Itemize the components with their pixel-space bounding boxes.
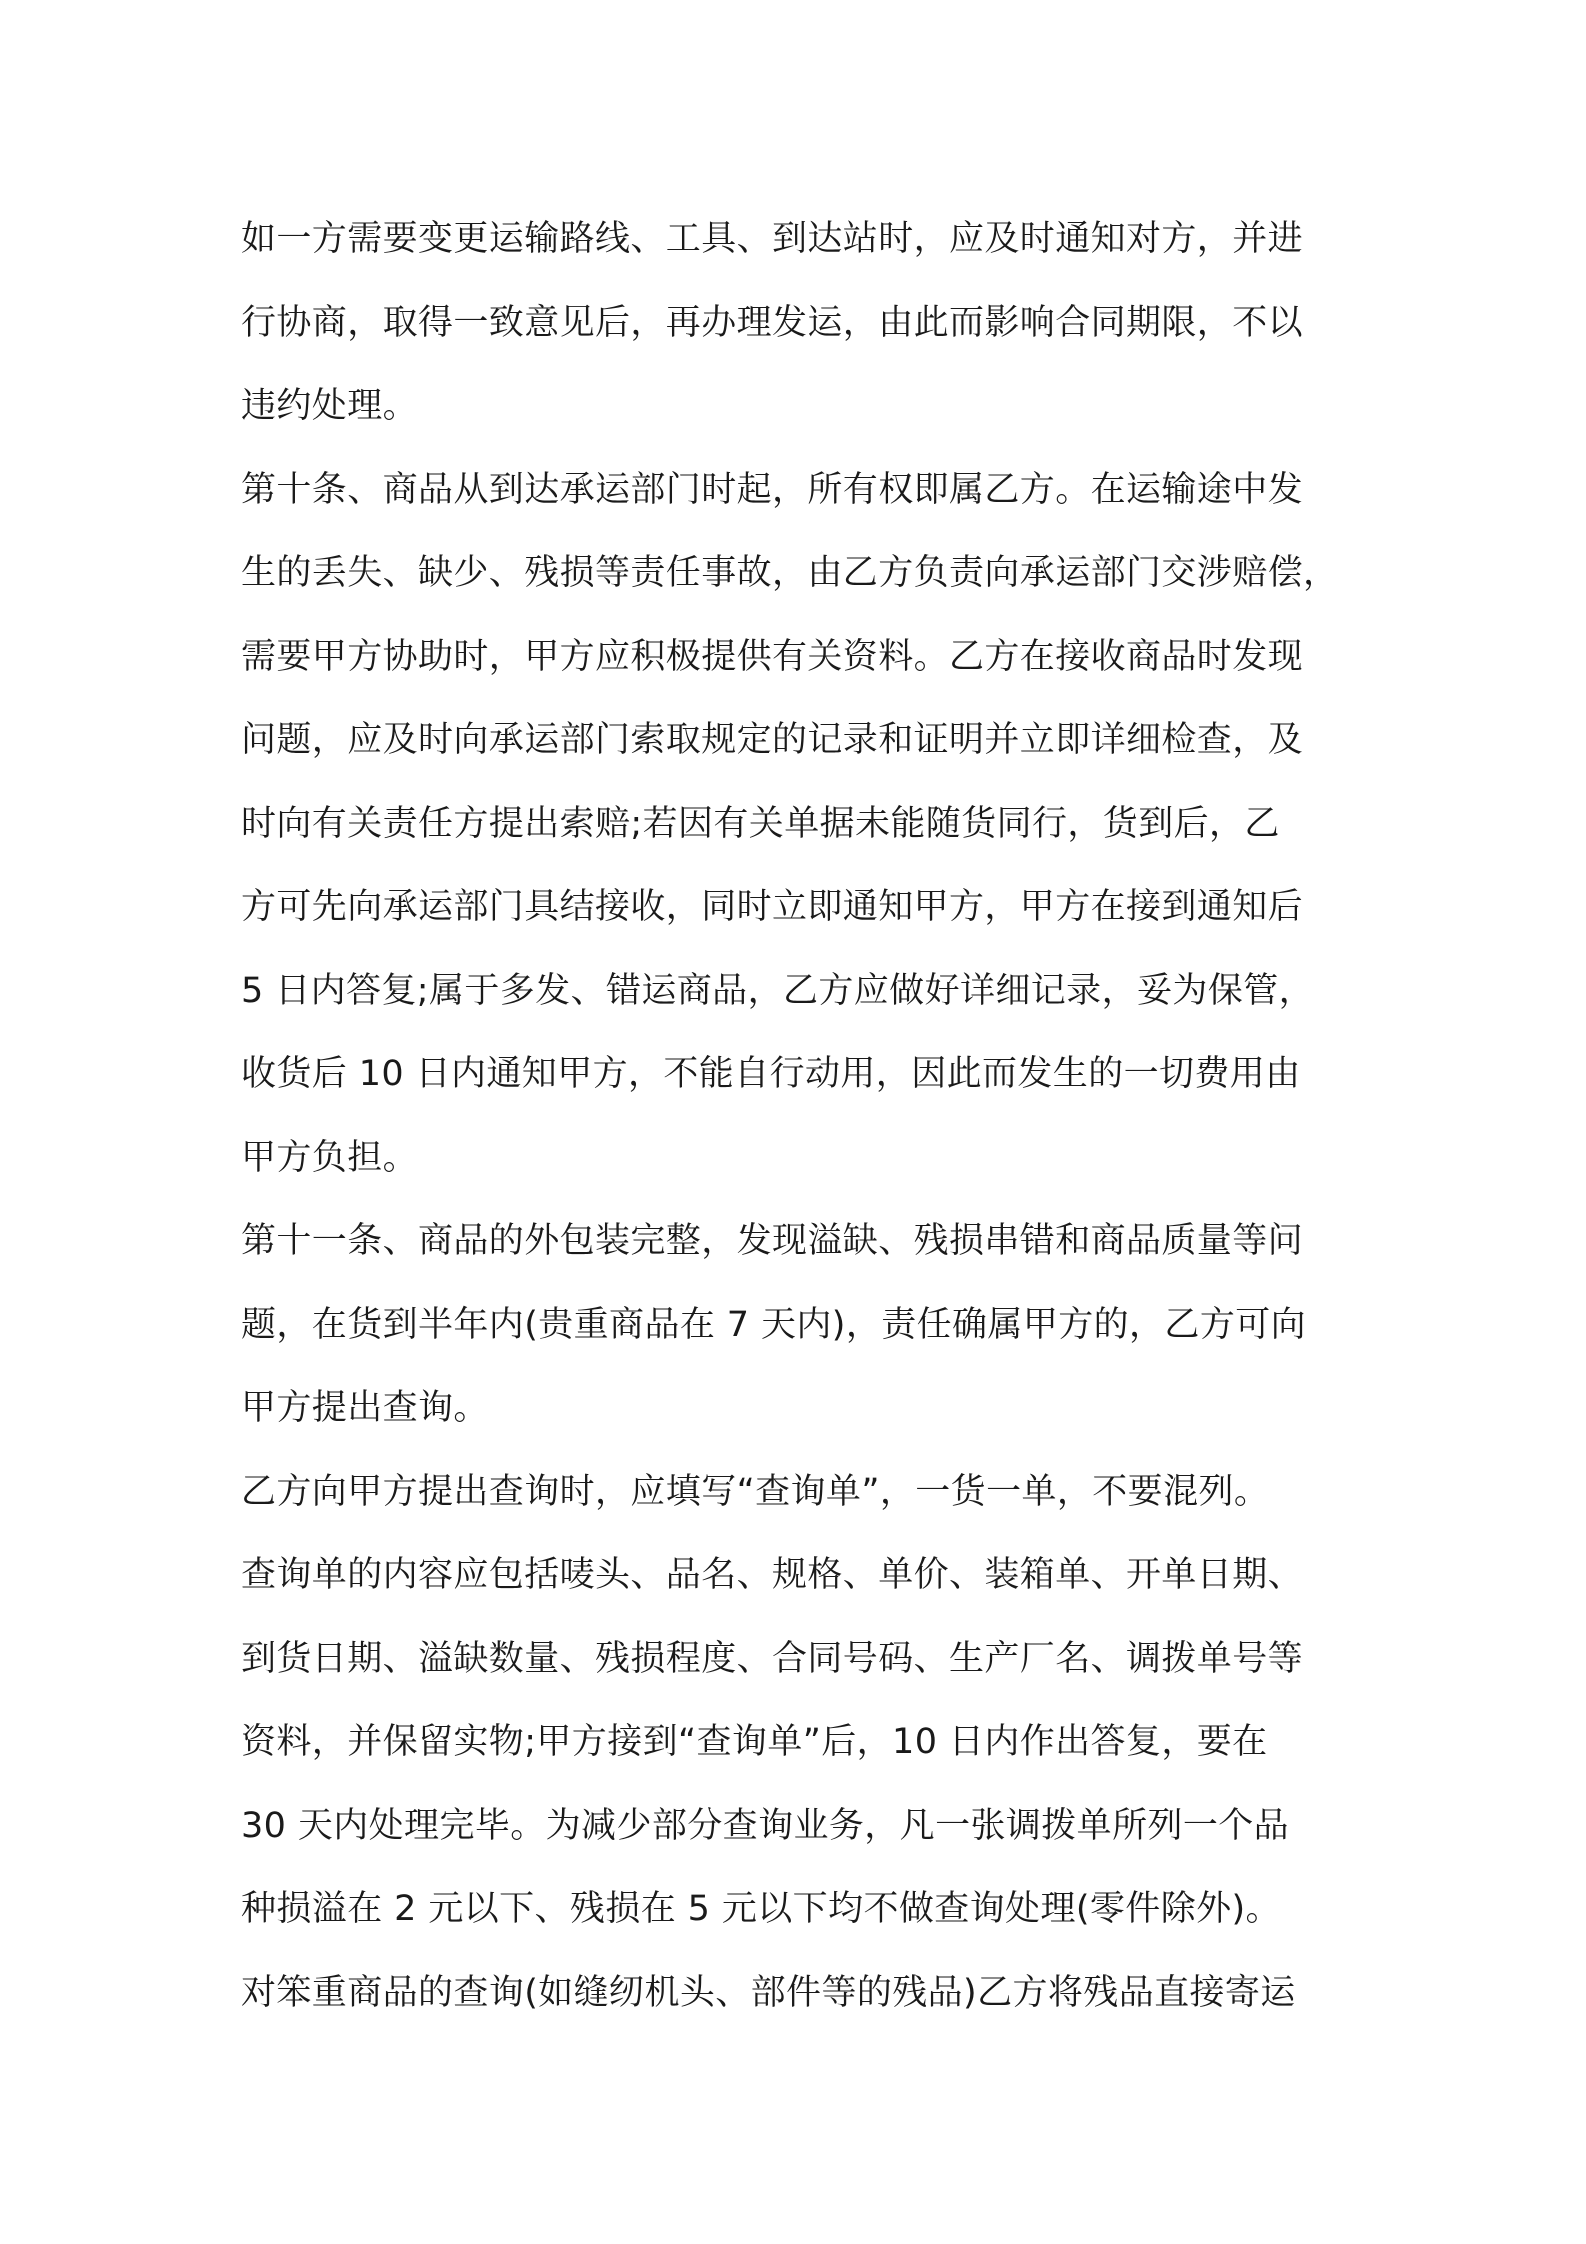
text-line: 资料，并保留实物;甲方接到“查询单”后，10 日内作出答复，要在: [241, 1722, 1268, 1762]
text-line: 甲方负担。: [241, 1137, 419, 1178]
text-line: 时向有关责任方提出索赔;若因有关单据未能随货同行，货到后，乙: [241, 803, 1280, 844]
text-line: 违约处理。: [241, 386, 419, 426]
document-body: [241, 198, 1361, 2035]
text-line: 问题，应及时向承运部门索取规定的记录和证明并立即详细检查，及: [241, 720, 1304, 760]
text-line: 对笨重商品的查询(如缝纫机头、部件等的残品)乙方将残品直接寄运: [241, 1972, 1296, 2013]
text-line: 第十一条、商品的外包装完整，发现溢缺、残损串错和商品质量等问: [241, 1221, 1304, 1261]
text-line: 方可先向承运部门具结接收，同时立即通知甲方，甲方在接到通知后: [241, 887, 1304, 927]
text-line: 种损溢在 2 元以下、残损在 5 元以下均不做查询处理(零件除外)。: [241, 1889, 1281, 1929]
text-line: 题，在货到半年内(贵重商品在 7 天内)，责任确属甲方的，乙方可向: [241, 1304, 1307, 1345]
text-line: 如一方需要变更运输路线、工具、到达站时，应及时通知对方，并进: [241, 219, 1304, 259]
text-line: 生的丢失、缺少、残损等责任事故，由乙方负责向承运部门交涉赔偿，: [241, 553, 1339, 593]
text-line: 第十条、商品从到达承运部门时起，所有权即属乙方。在运输途中发: [241, 469, 1304, 510]
text-line: 到货日期、溢缺数量、残损程度、合同号码、生产厂名、调拨单号等: [241, 1638, 1304, 1679]
text-line: 需要甲方协助时，甲方应积极提供有关资料。乙方在接收商品时发现: [241, 636, 1304, 677]
text-line: 收货后 10 日内通知甲方，不能自行动用，因此而发生的一切费用由: [241, 1054, 1301, 1094]
text-line: 5 日内答复;属于多发、错运商品，乙方应做好详细记录，妥为保管，: [241, 970, 1314, 1011]
text-line: 甲方提出查询。: [241, 1388, 489, 1428]
text-line: 乙方向甲方提出查询时，应填写“查询单”，一货一单，不要混列。: [241, 1471, 1270, 1512]
text-line: 行协商，取得一致意见后，再办理发运，由此而影响合同期限，不以: [241, 302, 1304, 343]
text-line: 30 天内处理完毕。为减少部分查询业务，凡一张调拨单所列一个品: [241, 1805, 1290, 1846]
text-line: 查询单的内容应包括唛头、品名、规格、单价、装箱单、开单日期、: [241, 1555, 1304, 1595]
